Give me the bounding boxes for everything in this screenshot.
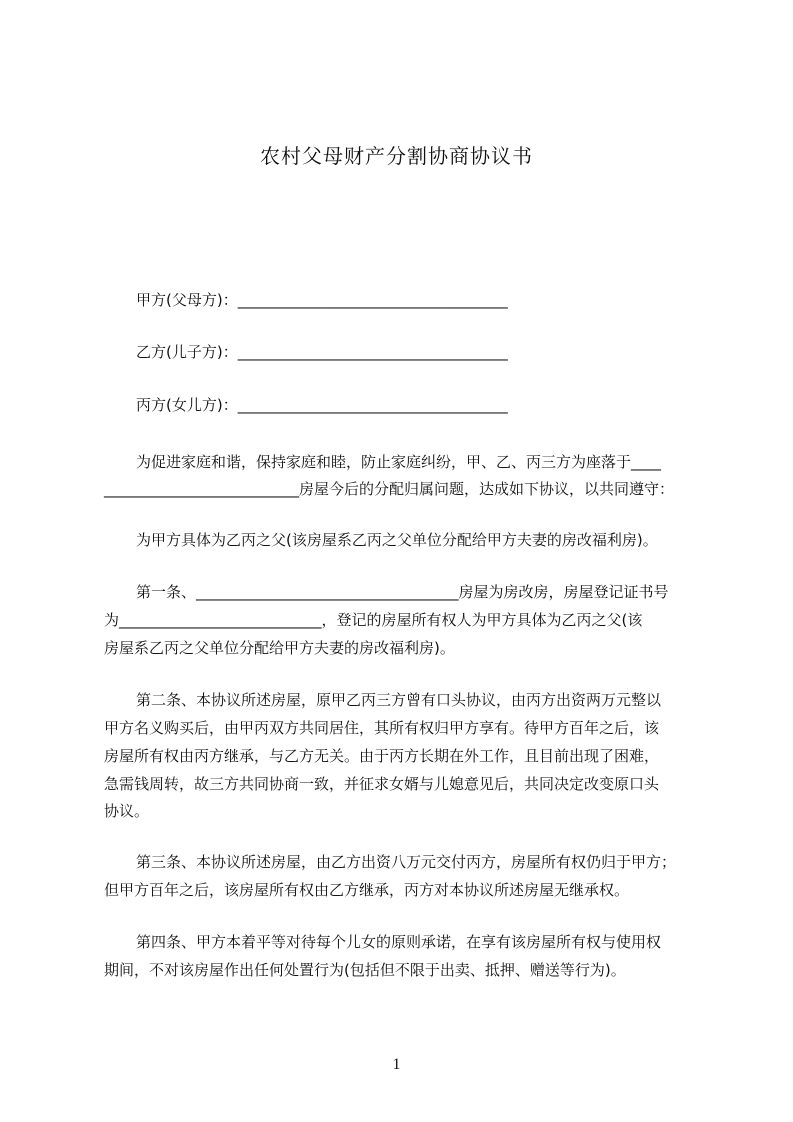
intro-line-2: __________________________房屋今后的分配归属问题，达成如下协议，以共同遵守： — [104, 480, 675, 498]
article-4-line-2: 期间，不对该房屋作出任何处置行为(包括但不限于出卖、抵押、赠送等行为)。 — [104, 961, 626, 979]
article-1-line-1: 第一条、___________________________________房屋为房改房，房屋登记证书号 — [136, 583, 669, 601]
intro-line-1: 为促进家庭和谐，保持家庭和睦，防止家庭纠纷，甲、乙、丙三方为座落于____ — [136, 453, 662, 471]
article-2-line-1: 第二条、本协议所述房屋，原甲乙丙三方曾有口头协议，由丙方出资两万元整以 — [136, 691, 662, 709]
note-paragraph: 为甲方具体为乙丙之父(该房屋系乙丙之父单位分配给甲方夫妻的房改福利房)。 — [136, 531, 658, 549]
article-3-line-1: 第三条、本协议所述房屋，由乙方出资八万元交付丙方，房屋所有权仍归于甲方； — [136, 853, 677, 871]
article-2-line-4: 急需钱周转，故三方共同协商一致，并征求女婿与儿媳意见后，共同决定改变原口头 — [104, 775, 660, 793]
article-2-line-5: 协议。 — [104, 802, 150, 820]
article-2-line-3: 房屋所有权由丙方继承，与乙方无关。由于丙方长期在外工作，且目前出现了困难， — [104, 747, 660, 765]
party-b-line: 乙方(儿子方)：____________________________________ — [136, 343, 508, 361]
article-3-line-2: 但甲方百年之后，该房屋所有权由乙方继承，丙方对本协议所述房屋无继承权。 — [104, 881, 630, 899]
party-a-line: 甲方(父母方)：____________________________________ — [136, 291, 508, 309]
article-1-line-3: 房屋系乙丙之父单位分配给甲方夫妻的房改福利房)。 — [104, 639, 455, 657]
document-title: 农村父母财产分割协商协议书 — [260, 144, 533, 168]
page-number: 1 — [392, 1056, 401, 1073]
article-4-line-1: 第四条、甲方本着平等对待每个儿女的原则承诺，在享有该房屋所有权与使用权 — [136, 933, 662, 951]
party-c-line: 丙方(女儿方)：____________________________________ — [136, 396, 508, 414]
article-1-line-2: 为___________________________，登记的房屋所有权人为甲方具体为乙丙之父(该 — [104, 611, 643, 629]
article-2-line-2: 甲方名义购买后，由甲丙双方共同居住，其所有权归甲方享有。待甲方百年之后，该 — [104, 719, 660, 737]
